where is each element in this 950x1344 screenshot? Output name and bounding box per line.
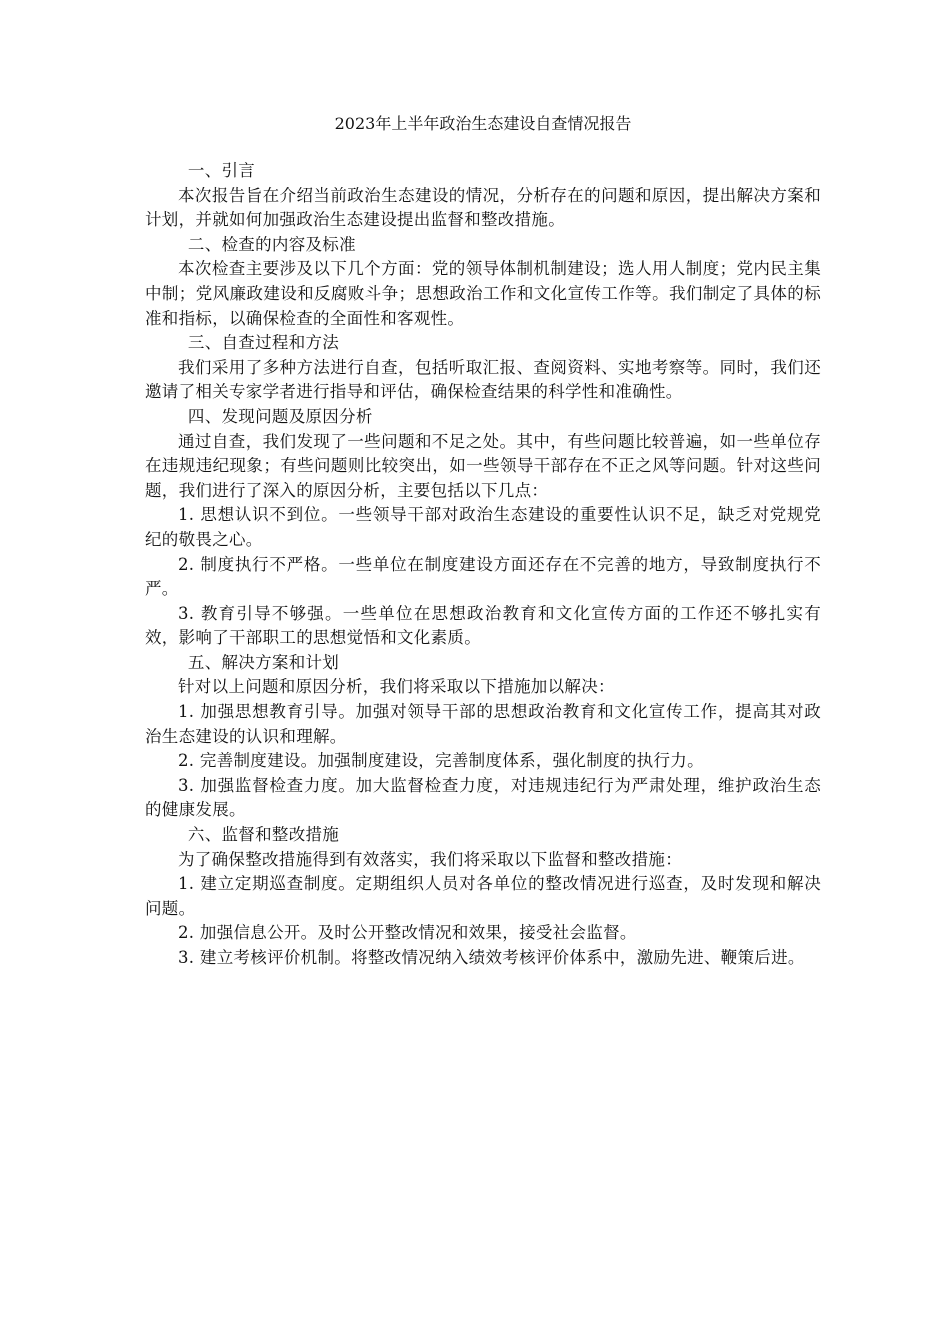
list-item-solution-1: 1. 加强思想教育引导。加强对领导干部的思想政治教育和文化宣传工作，提高其对政治生态建设的认识和理解。 <box>145 702 821 746</box>
paragraph-inspection-content: 本次检查主要涉及以下几个方面：党的领导体制机制建设；选人用人制度；党内民主集中制；党风廉政建设和反腐败斗争；思想政治工作和文化宣传工作等。我们制定了具体的标准和指标，以确保检查的全面性和客观性。 <box>145 259 821 328</box>
paragraph-solutions: 针对以上问题和原因分析，我们将采取以下措施加以解决： <box>178 677 615 697</box>
document-body <box>145 112 821 971</box>
section-heading-problems-analysis: 四、发现问题及原因分析 <box>187 406 373 426</box>
list-item-measure-2: 2. 加强信息公开。及时公开整改情况和效果，接受社会监督。 <box>178 923 637 943</box>
list-item-measure-1: 1. 建立定期巡查制度。定期组织人员对各单位的整改情况进行巡查，及时发现和解决问题。 <box>145 874 821 918</box>
paragraph-problems-analysis: 通过自查，我们发现了一些问题和不足之处。其中，有些问题比较普遍，如一些单位存在违规违纪现象；有些问题则比较突出，如一些领导干部存在不正之风等问题。针对这些问题，我们进行了深入的原因分析，主要包括以下几点： <box>145 431 821 500</box>
section-heading-supervision: 六、监督和整改措施 <box>187 825 340 845</box>
list-item-solution-3: 3. 加强监督检查力度。加大监督检查力度，对违规违纪行为严肃处理，维护政治生态的健康发展。 <box>145 775 821 820</box>
section-heading-inspection-content: 二、检查的内容及标准 <box>187 234 356 254</box>
paragraph-supervision: 为了确保整改措施得到有效落实，我们将采取以下监督和整改措施： <box>178 849 682 869</box>
list-item-solution-2: 2. 完善制度建设。加强制度建设，完善制度体系，强化制度的执行力。 <box>178 751 704 771</box>
section-heading-introduction: 一、引言 <box>187 161 256 180</box>
paragraph-introduction: 本次报告旨在介绍当前政治生态建设的情况，分析存在的问题和原因，提出解决方案和计划，并就如何加强政治生态建设提出监督和整改措施。 <box>145 185 821 230</box>
list-item-cause-2: 2. 制度执行不严格。一些单位在制度建设方面还存在不完善的地方，导致制度执行不严。 <box>145 554 821 599</box>
section-heading-self-check-process: 三、自查过程和方法 <box>187 333 340 353</box>
list-item-cause-3: 3. 教育引导不够强。一些单位在思想政治教育和文化宣传方面的工作还不够扎实有效，影响了干部职工的思想觉悟和文化素质。 <box>145 603 821 648</box>
list-item-measure-3: 3. 建立考核评价机制。将整改情况纳入绩效考核评价体系中，激励先进、鞭策后进。 <box>178 948 805 967</box>
document-title: 2023年上半年政治生态建设自查情况报告 <box>334 114 632 133</box>
section-heading-solutions: 五、解决方案和计划 <box>187 652 340 672</box>
list-item-cause-1: 1. 思想认识不到位。一些领导干部对政治生态建设的重要性认识不足，缺乏对党规党纪的敬畏之心。 <box>145 505 821 549</box>
paragraph-self-check-process: 我们采用了多种方法进行自查，包括听取汇报、查阅资料、实地考察等。同时，我们还邀请了相关专家学者进行指导和评估，确保检查结果的科学性和准确性。 <box>145 357 821 402</box>
